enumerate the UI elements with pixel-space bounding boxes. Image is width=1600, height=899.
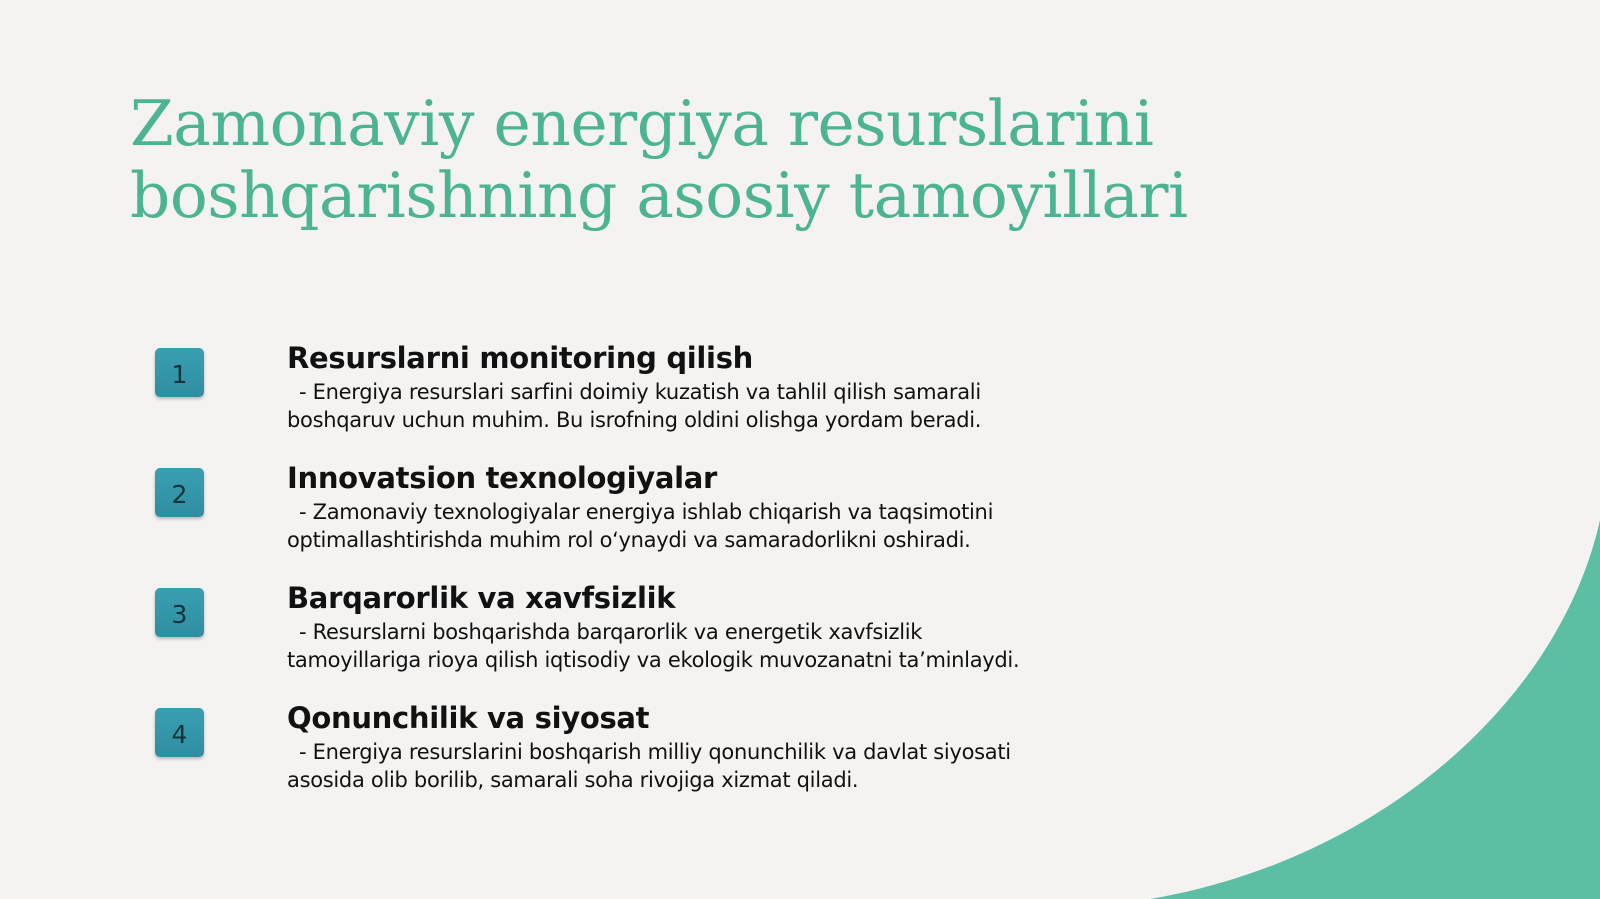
item-title: Resurslarni monitoring qilish — [287, 341, 754, 375]
list-item — [0, 581, 1200, 698]
page-title-line-1: Zamonaviy energiya resurslarini — [130, 87, 1154, 160]
item-description — [287, 378, 1087, 434]
item-title: Qonunchilik va siyosat — [287, 701, 650, 735]
item-description — [287, 618, 1087, 674]
item-description-line: - Resurslarni boshqarishda barqarorlik va energetik xavfsizlik — [299, 620, 923, 644]
item-description-line: asosida olib borilib, samarali soha rivojiga xizmat qiladi. — [287, 768, 859, 792]
item-title: Innovatsion texnologiyalar — [287, 461, 718, 495]
item-description-line: tamoyillariga rioya qilish iqtisodiy va ekologik muvozanatni ta’minlaydi. — [287, 648, 1020, 672]
item-title: Barqarorlik va xavfsizlik — [287, 581, 676, 615]
page-title-line-2: boshqarishning asosiy tamoyillari — [130, 159, 1188, 232]
number-badge: 1 — [155, 348, 204, 397]
item-description-line: - Energiya resurslarini boshqarish milliy qonunchilik va davlat siyosati — [299, 740, 1011, 764]
item-description-line: optimallashtirishda muhim rol o‘ynaydi va samaradorlikni oshiradi. — [287, 528, 971, 552]
item-description-line: - Zamonaviy texnologiyalar energiya ishlab chiqarish va taqsimotini — [299, 500, 994, 524]
number-badge: 4 — [155, 708, 204, 757]
number-badge: 3 — [155, 588, 204, 637]
number-badge: 2 — [155, 468, 204, 517]
item-description-line: boshqaruv uchun muhim. Bu isrofning oldini olishga yordam beradi. — [287, 408, 982, 432]
item-description — [287, 738, 1087, 794]
list-item — [0, 341, 1200, 458]
list-item — [0, 461, 1200, 578]
item-description — [287, 498, 1087, 554]
item-description-line: - Energiya resurslari sarfini doimiy kuzatish va tahlil qilish samarali — [299, 380, 981, 404]
list-item — [0, 701, 1200, 818]
